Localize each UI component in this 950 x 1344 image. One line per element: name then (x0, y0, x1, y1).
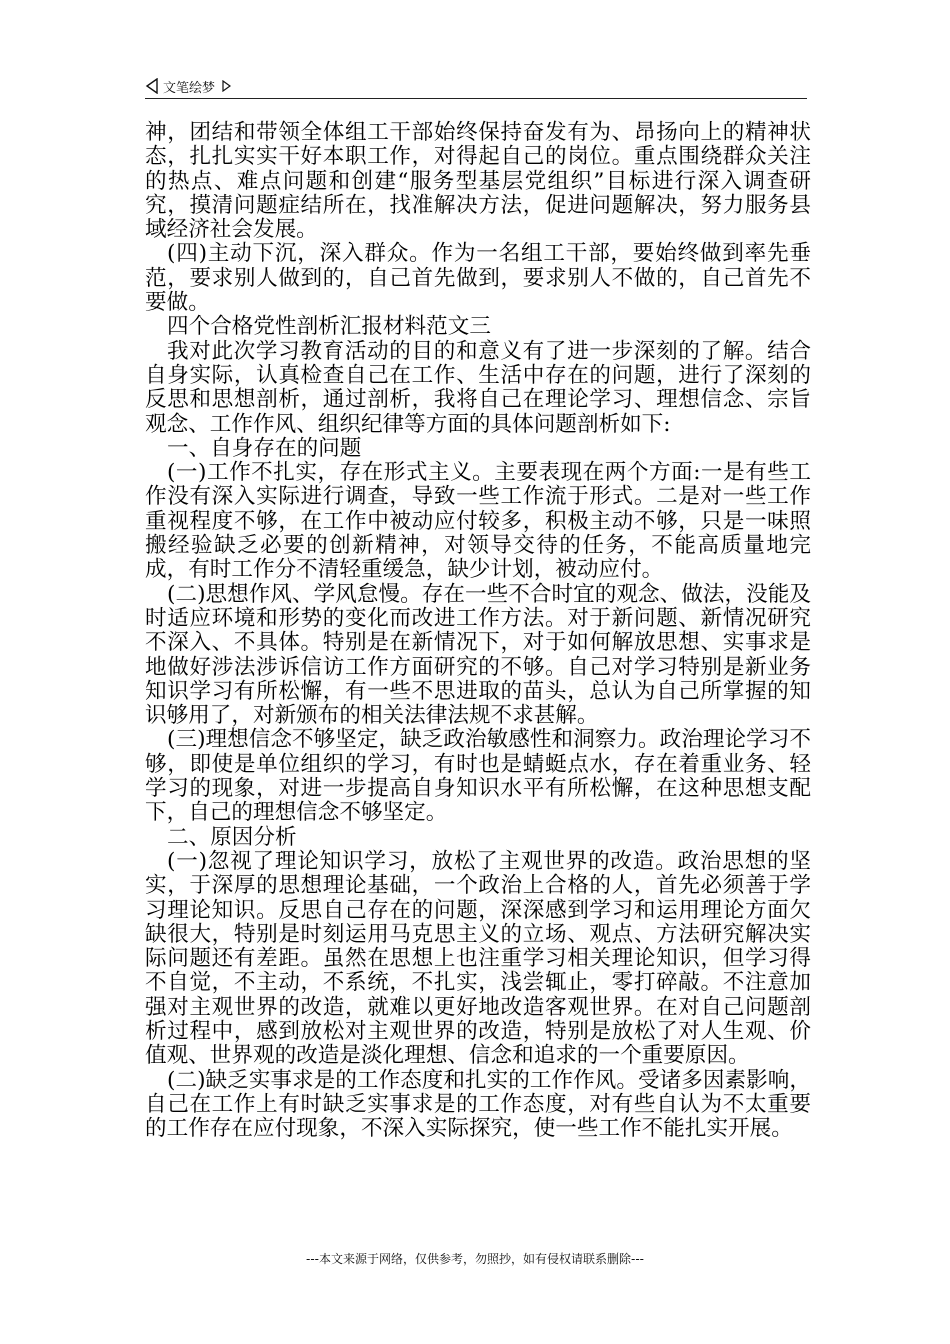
paragraph: (一)工作不扎实，存在形式主义。主要表现在两个方面:一是有些工作没有深入实际进行调查，导致一些工作流于形式。二是对一些工作重视程度不够，在工作中被动应付较多，积极主动不够，只是一味照搬经验缺乏必要的创新精神，对领导交待的任务，不能高质量地完成，有时工作分不清轻重缓急，缺少计划，被动应付。 (145, 460, 811, 583)
section-title: 四个合格党性剖析汇报材料范文三 (167, 314, 491, 340)
paragraph: 神，团结和带领全体组工干部始终保持奋发有为、昂扬向上的精神状态，扎扎实实干好本职工作，对得起自己的岗位。重点围绕群众关注的热点、难点问题和创建“服务型基层党组织”目标进行深入调查研究，摸清问题症结所在，找准解决方法，促进问题解决，努力服务县域经济社会发展。 (145, 120, 811, 243)
page-footer-disclaimer: ---本文来源于网络，仅供参考，勿照抄，如有侵权请联系删除--- (306, 1252, 644, 1266)
paragraph: (二)思想作风、学风怠慢。存在一些不合时宜的观念、做法，没能及时适应环境和形势的变化而改进工作方法。对于新问题、新情况研究不深入、不具体。特别是在新情况下，对于如何解放思想、实事求是地做好涉法涉诉信访工作方面研究的不够。自己对学习特别是新业务知识学习有所松懈，有一些不思进取的苗头，总认为自己所掌握的知识够用了，对新颁布的相关法律法规不求甚解。 (145, 581, 811, 729)
paragraph: (四)主动下沉，深入群众。作为一名组工干部，要始终做到率先垂范，要求别人做到的，自己首先做到，要求别人不做的，自己首先不要做。 (145, 241, 811, 316)
section-heading: 二、原因分析 (167, 824, 297, 850)
triangle-right-outline-icon (221, 80, 231, 92)
document-body (145, 121, 811, 1141)
section-heading: 一、自身存在的问题 (167, 435, 362, 461)
paragraph: 我对此次学习教育活动的目的和意义有了进一步深刻的了解。结合自身实际，认真检查自己在工作、生活中存在的问题，进行了深刻的反思和思想剖析，通过剖析，我将自己在理论学习、理想信念、宗旨观念、工作作风、组织纪律等方面的具体问题剖析如下: (145, 338, 811, 437)
triangle-left-outline-icon (145, 78, 159, 94)
header-divider (145, 98, 807, 99)
paragraph: (二)缺乏实事求是的工作态度和扎实的工作作风。受诸多因素影响，自己在工作上有时缺乏实事求是的工作态度，对有些自认为不太重要的工作存在应付现象，不深入实际探究，使一些工作不能扎实开展。 (145, 1067, 811, 1142)
header-title: 文笔绘梦 (163, 80, 216, 96)
paragraph: (一)忽视了理论知识学习，放松了主观世界的改造。政治思想的坚实，于深厚的思想理论基础，一个政治上合格的人，首先必须善于学习理论知识。反思自己存在的问题，深深感到学习和运用理论方面欠缺很大，特别是时刻运用马克思主义的立场、观点、方法研究解决实际问题还有差距。虽然在思想上也注重学习相关理论知识，但学习得不自觉，不主动，不系统，不扎实，浅尝辄止，零打碎敲。不注意加强对主观世界的改造，就难以更好地改造客观世界。在对自己问题剖析过程中，感到放松对主观世界的改造，特别是放松了对人生观、价值观、世界观的改造是淡化理想、信念和追求的一个重要原因。 (145, 848, 811, 1069)
paragraph: (三)理想信念不够坚定，缺乏政治敏感性和洞察力。政治理论学习不够，即使是单位组织的学习，有时也是蜻蜓点水，存在着重业务、轻学习的现象，对进一步提高自身知识水平有所松懈，在这种思想支配下，自己的理想信念不够坚定。 (145, 727, 811, 826)
page-header (145, 74, 807, 98)
